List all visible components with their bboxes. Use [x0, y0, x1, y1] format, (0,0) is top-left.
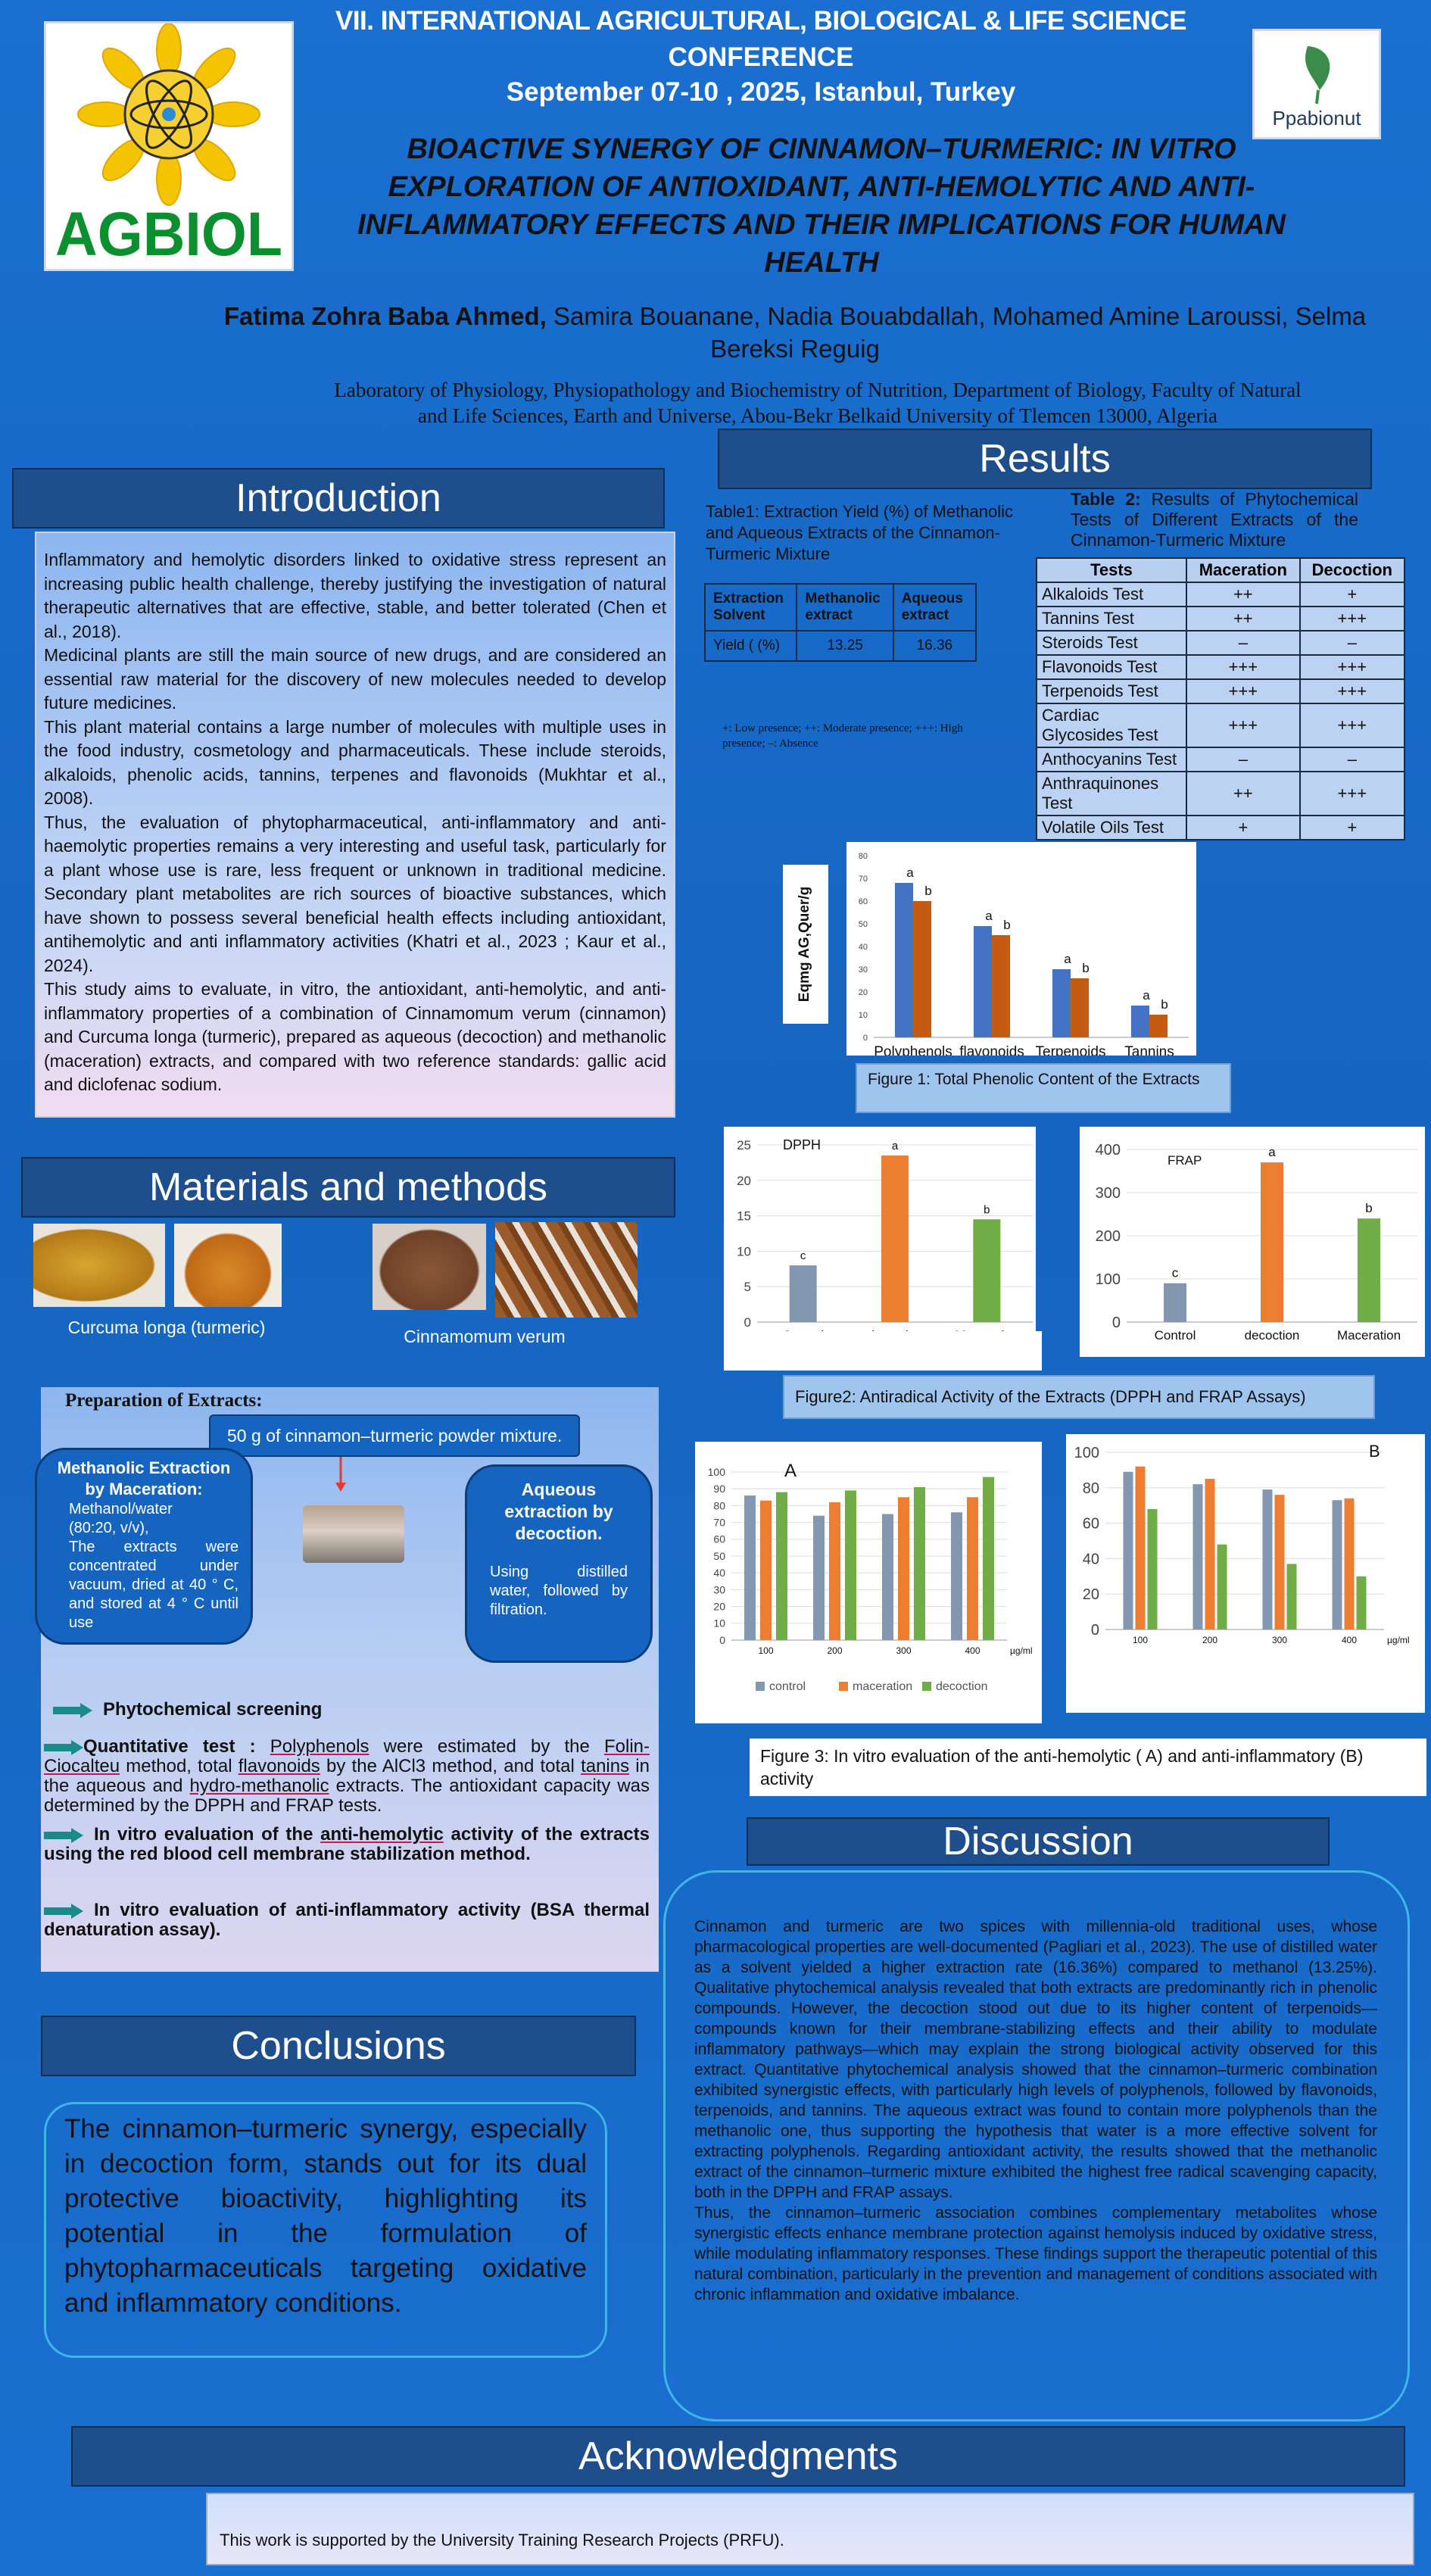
table2-cell: –	[1186, 631, 1300, 655]
legend-label: control	[769, 1680, 806, 1693]
agbiol-logo	[44, 21, 294, 271]
significance-letter: a	[1143, 988, 1150, 1003]
bar	[983, 1477, 994, 1640]
y-tick-label: 60	[1082, 1515, 1099, 1533]
y-tick-label: 50	[858, 919, 868, 929]
ppabionut-logo	[1252, 29, 1381, 139]
table-row	[705, 584, 976, 631]
bar	[1148, 1509, 1158, 1629]
table2-cell: ++	[1186, 582, 1300, 607]
intro-p3: This plant material contains a large number of molecules with multiple uses in the food industry, cosmetology and pharmaceuticals. These include steroids, alkaloids, phenolic acids, tannins, terpenes and flavonoids (Mukhtar et al., 2008).	[44, 716, 666, 808]
table2-cell: Steroids Test	[1037, 631, 1186, 655]
x-tick-label: 300	[896, 1645, 912, 1656]
y-tick-label: 60	[858, 897, 868, 906]
table1-header-0: Extraction Solvent	[705, 584, 797, 631]
bar	[1071, 978, 1089, 1037]
y-tick-label: 0	[862, 1033, 868, 1043]
y-tick-label: 10	[737, 1244, 751, 1259]
discussion-heading: Discussion	[747, 1817, 1330, 1866]
bar	[1205, 1479, 1215, 1629]
bar	[1136, 1467, 1146, 1629]
aqueous-title: Aqueous extraction by decoction.	[504, 1480, 613, 1543]
intro-p4: Thus, the evaluation of phytopharmaceutical, anti-inflammatory and anti-haemolytic properties remains a very interesting and useful task, particularly for a plant whose use is rare, less frequent or unknown in traditional medicine. Secondary plant metabolites are rich sources of bioactive substances, which have shown to possess several beneficial health effects including antioxidant, antihemolytic and anti inflammatory activities (Khatri et al., 2023 ; Kaur et al., 2024).	[44, 812, 666, 975]
significance-letter: b	[1003, 918, 1011, 932]
significance-letter: a	[985, 909, 993, 923]
table2	[1036, 557, 1405, 840]
table2-cell: +	[1300, 582, 1404, 607]
table2-cell: Terpenoids Test	[1037, 679, 1186, 703]
fig3b-chart	[1066, 1434, 1425, 1713]
chart-title: DPPH	[783, 1137, 822, 1152]
step2-b: were estimated by the	[369, 1736, 604, 1757]
bar	[914, 1487, 925, 1640]
table2-cell: +	[1300, 816, 1404, 840]
leaf-icon	[1255, 31, 1379, 137]
bar	[1124, 1472, 1133, 1629]
y-tick-label: 100	[1074, 1445, 1099, 1461]
discussion-p1: Cinnamon and turmeric are two spices with millennia-old traditional uses, whose pharmacological properties are well-documented (Pagliari et al., 2023). The use of distilled water as a solvent yielded a higher extraction rate (16.36%) compared to methanol (13.25%). Qualitative phytochemical analysis revealed that both extracts are predominantly rich in phenolic compounds. However, the decoction stood out due to its higher content of terpenoids—compounds known for their membrane-stabilizing effects and their ability to modulate inflammatory pathways—which may explain the strong biological activity observed for this extract. Quantitative phytochemical analysis showed that the cinnamon–turmeric combination exhibited synergistic effects, with particularly high levels of polyphenols, followed by flavonoids, terpenoids, and tannins. The aqueous extract was found to contain more polyphenols than the methanolic one, thus supporting the hypothesis that water is a more effective solvent for extracting polyphenols. Regarding antioxidant activity, the results showed that the methanolic extract of the cinnamon–turmeric mixture exhibited the highest free radical scavenging capacity, both in the DPPH and FRAP assays.	[694, 1918, 1377, 2201]
table2-cell: –	[1186, 747, 1300, 772]
y-tick-label: 40	[858, 942, 868, 952]
table-row	[1037, 655, 1404, 679]
intro-p2: Medicinal plants are still the main source of new drugs, and are considered an essential raw material for the discovery of new molecules needed to develop future medicines.	[44, 645, 666, 713]
y-tick-label: 90	[713, 1483, 725, 1495]
bar	[1131, 1006, 1149, 1037]
step2-c: Folin-Ciocalteu	[44, 1736, 650, 1776]
conference-dates: September 07-10 , 2025, Istanbul, Turkey	[506, 77, 1016, 107]
chart-title: A	[784, 1461, 797, 1481]
ppabionut-logo-text: Ppabionut	[1272, 107, 1361, 129]
chart-title: FRAP	[1168, 1153, 1202, 1168]
authors	[182, 300, 1408, 365]
discussion-p2: Thus, the cinnamon–turmeric association combines complementary metabolites whose synergistic effects enhance membrane protection against hemolysis induced by oxidative stress, while modulating inflammatory responses. These findings support the therapeutic potential of this natural combination, particularly in the prevention and management of conditions associated with chronic inflammation and oxidative imbalance.	[694, 2204, 1377, 2303]
table2-cell: +++	[1300, 703, 1404, 747]
dpph-label-strip	[724, 1331, 1042, 1371]
x-tick-label: 400	[1341, 1635, 1358, 1645]
y-tick-label: 80	[858, 851, 868, 861]
step2-d: method, total	[120, 1756, 238, 1776]
bar	[881, 1155, 909, 1322]
legend-label: decoction	[936, 1680, 988, 1693]
unit-label: µg/ml	[1010, 1645, 1033, 1656]
acknowledgments-box	[206, 2493, 1414, 2565]
table2-cell: Anthocyanins Test	[1037, 747, 1186, 772]
y-tick-label: 15	[737, 1208, 751, 1224]
y-tick-label: 30	[713, 1583, 725, 1596]
table2-cell: –	[1300, 747, 1404, 772]
x-tick-label: 300	[1271, 1635, 1288, 1645]
table2-cell: ++	[1186, 607, 1300, 631]
bar	[974, 926, 992, 1037]
table-row	[705, 631, 976, 661]
table-row	[1037, 747, 1404, 772]
table2-cell: ++	[1186, 772, 1300, 816]
fig3a-chart	[695, 1442, 1042, 1723]
table2-cell: Volatile Oils Test	[1037, 816, 1186, 840]
bar	[1358, 1218, 1380, 1322]
table2-header-decoction: Decoction	[1300, 558, 1404, 582]
fig1-ylabel-svg	[783, 865, 828, 1024]
legend-label: maceration	[853, 1680, 913, 1693]
table-row	[1037, 772, 1404, 816]
table2-cell: Flavonoids Test	[1037, 655, 1186, 679]
methanolic-title: Methanolic Extraction by Maceration:	[57, 1458, 231, 1499]
bar	[1345, 1499, 1355, 1629]
step-antihemolytic	[44, 1825, 650, 1864]
bar	[882, 1514, 893, 1641]
y-tick-label: 10	[713, 1617, 725, 1629]
significance-letter: a	[1268, 1145, 1276, 1160]
introduction-heading: Introduction	[12, 468, 665, 529]
table2-cell: +++	[1300, 772, 1404, 816]
bar	[1052, 969, 1071, 1037]
significance-letter: c	[800, 1249, 806, 1263]
y-tick-label: 50	[713, 1549, 725, 1562]
y-tick-label: 40	[713, 1567, 725, 1580]
table2-cell: Alkaloids Test	[1037, 582, 1186, 607]
y-tick-label: 40	[1082, 1551, 1099, 1568]
legend-swatch	[922, 1682, 931, 1691]
bar	[790, 1265, 817, 1322]
x-tick-label: 200	[827, 1645, 843, 1656]
table-row	[1037, 816, 1404, 840]
fig1-svg	[846, 842, 1196, 1056]
table-row	[1037, 679, 1404, 703]
methanolic-text2: The extracts were concentrated under vacuum, dried at 40 ° C, and stored at 4 ° C until use	[69, 1539, 238, 1631]
y-tick-label: 20	[737, 1173, 751, 1188]
table2-cell: +++	[1300, 607, 1404, 631]
step2-j: extracts. The antioxidant capacity was determined by the DPPH and FRAP tests.	[44, 1776, 650, 1816]
bar	[913, 901, 931, 1037]
step2-h: in the aqueous and	[44, 1756, 650, 1796]
bar	[760, 1501, 772, 1640]
significance-letter: a	[906, 865, 914, 880]
step4-text: In vitro evaluation of anti-inflammatory activity (BSA thermal denaturation assay).	[44, 1900, 650, 1940]
scale-image	[303, 1505, 404, 1563]
bar	[1333, 1500, 1342, 1629]
frap-svg	[1080, 1127, 1425, 1357]
fig1-ylabel: Eqmg AG,Quer/g	[797, 886, 812, 1003]
table2-header-tests: Tests	[1037, 558, 1186, 582]
aqueous-text: Using distilled water, followed by filtration.	[490, 1564, 628, 1618]
table-row	[1037, 631, 1404, 655]
significance-letter: b	[1161, 997, 1168, 1012]
y-tick-label: 300	[1095, 1185, 1121, 1202]
acknowledgments-heading: Acknowledgments	[71, 2426, 1405, 2487]
unit-label: µg/ml	[1387, 1635, 1410, 1645]
step2-a: Polyphenols	[270, 1736, 369, 1757]
y-tick-label: 80	[713, 1499, 725, 1512]
x-tick-label: Control	[1154, 1328, 1196, 1343]
table2-cell: +++	[1186, 679, 1300, 703]
y-tick-label: 30	[858, 965, 868, 975]
table1-caption: Table1: Extraction Yield (%) of Methanolic and Aqueous Extracts of the Cinnamon-Turmeric Mixture	[706, 502, 1013, 563]
y-tick-label: 20	[713, 1600, 725, 1613]
y-tick-label: 0	[744, 1315, 751, 1330]
x-tick-label: Polyphenols	[874, 1044, 952, 1056]
legend-swatch	[756, 1682, 765, 1691]
intro-p5: This study aims to evaluate, in vitro, the antioxidant, anti-hemolytic, and anti-inflammatory properties of a combination of Cinnamomum verum (cinnamon) and Curcuma longa (turmeric), prepared as aqueous (decoction) and methanolic (maceration) extracts, and compared with two reference standards: gallic acid and diclofenac sodium.	[44, 979, 666, 1094]
fig3b-svg	[1066, 1434, 1425, 1713]
x-tick-label: decoction	[1244, 1328, 1300, 1343]
bar	[1149, 1015, 1168, 1037]
table1-cell-0: Yield ( (%)	[705, 631, 797, 661]
lead-author: Fatima Zohra Baba Ahmed,	[223, 302, 547, 330]
agbiol-logo-text: AGBIOL	[55, 200, 282, 269]
affiliation: Laboratory of Physiology, Physiopathology and Biochemistry of Nutrition, Department of Biology, Faculty of Natural and Life Sciences, Earth and Universe, Abou-Bekr Belkaid University of Tlemcen 13000, Algeria	[334, 379, 1302, 427]
y-tick-label: 70	[713, 1516, 725, 1529]
step2-f: by the AlCl3 method, and total	[320, 1756, 581, 1776]
y-tick-label: 100	[1095, 1271, 1121, 1288]
y-tick-label: 80	[1082, 1480, 1099, 1497]
frap-chart	[1080, 1127, 1425, 1357]
table1	[704, 583, 977, 662]
fig1-caption: Figure 1: Total Phenolic Content of the Extracts	[856, 1063, 1231, 1113]
table2-caption-bold: Table 2:	[1071, 489, 1141, 509]
introduction-panel	[35, 532, 675, 1118]
bar	[967, 1497, 978, 1640]
step2-g: tanins	[581, 1756, 630, 1776]
bar	[829, 1502, 840, 1640]
y-tick-label: 10	[858, 1010, 868, 1020]
cinnamon-label: Cinnamomum verum	[404, 1327, 566, 1346]
bar	[895, 883, 913, 1037]
x-tick-label: Tannins	[1124, 1044, 1174, 1056]
conclusions-heading: Conclusions	[41, 2016, 636, 2076]
table2-cell: Anthraquinones Test	[1037, 772, 1186, 816]
table2-cell: +++	[1300, 679, 1404, 703]
table2-cell: Tannins Test	[1037, 607, 1186, 631]
table2-cell: +++	[1186, 703, 1300, 747]
table-row	[1037, 582, 1404, 607]
mixture-box: 50 g of cinnamon–turmeric powder mixture.	[209, 1414, 580, 1457]
bar	[1275, 1495, 1285, 1629]
methanolic-box	[35, 1448, 253, 1645]
y-tick-label: 70	[858, 874, 868, 884]
cinnamon-powder-image	[373, 1224, 486, 1310]
y-tick-label: 20	[1082, 1586, 1099, 1604]
table1-header-1: Methanolic extract	[797, 584, 893, 631]
teal-arrow-icon	[44, 1828, 83, 1843]
bar	[744, 1495, 756, 1640]
teal-arrow-icon	[53, 1703, 92, 1718]
teal-arrow-icon	[44, 1740, 83, 1755]
table2-cell: +	[1186, 816, 1300, 840]
table2-cell: –	[1300, 631, 1404, 655]
x-tick-label: flavonoids	[959, 1044, 1024, 1056]
table-row	[1037, 703, 1404, 747]
fig3a-svg	[695, 1442, 1042, 1723]
turmeric-image-2	[174, 1224, 282, 1307]
table2-cell: +++	[1186, 655, 1300, 679]
bar	[992, 935, 1010, 1037]
discussion-box	[663, 1870, 1410, 2422]
step3-b: anti-hemolytic	[320, 1824, 444, 1845]
bar	[776, 1492, 787, 1640]
turmeric-image-1	[33, 1224, 165, 1307]
y-tick-label: 400	[1095, 1142, 1121, 1159]
step3-c: activity of the extracts using the red blood cell membrane stabilization method.	[44, 1824, 650, 1864]
results-heading: Results	[718, 429, 1372, 489]
prep-title: Preparation of Extracts:	[65, 1390, 263, 1411]
x-tick-label: 100	[1132, 1635, 1149, 1645]
significance-letter: a	[891, 1140, 899, 1153]
x-tick-label: Terpenoids	[1035, 1044, 1106, 1056]
bar	[1261, 1162, 1283, 1322]
fig3-caption: Figure 3: In vitro evaluation of the anti-hemolytic ( A) and anti-inflammatory (B) activity	[750, 1739, 1426, 1796]
significance-letter: c	[1171, 1265, 1179, 1280]
step1-text: Phytochemical screening	[103, 1699, 323, 1720]
step3-a: In vitro evaluation of the	[94, 1824, 321, 1845]
step-phytochemical	[53, 1699, 644, 1720]
x-tick-label: 100	[758, 1645, 774, 1656]
y-tick-label: 0	[1111, 1315, 1121, 1331]
bar	[1164, 1283, 1186, 1322]
teal-arrow-icon	[44, 1904, 83, 1919]
materials-heading: Materials and methods	[21, 1157, 675, 1218]
cinnamon-sticks-image	[495, 1222, 638, 1318]
significance-letter: a	[1064, 952, 1071, 966]
bar	[813, 1516, 825, 1640]
step-antiinflammatory	[44, 1901, 650, 1940]
arrow-down-icon	[333, 1457, 348, 1493]
fig2-caption: Figure2: Antiradical Activity of the Extracts (DPPH and FRAP Assays)	[783, 1375, 1375, 1419]
table2-caption	[1071, 489, 1358, 550]
bar	[951, 1512, 962, 1640]
y-tick-label: 25	[737, 1137, 751, 1152]
poster-title: BIOACTIVE SYNERGY OF CINNAMON–TURMERIC: IN VITRO EXPLORATION OF ANTIOXIDANT, ANTI-HEMOLYTIC AND ANTI-INFLAMMATORY EFFECTS AND THEIR IMPLICATIONS FOR HUMAN HEALTH	[357, 133, 1286, 279]
step2-label: Quantitative test :	[83, 1736, 270, 1757]
chart-title: B	[1369, 1442, 1380, 1461]
table2-cell: Cardiac Glycosides Test	[1037, 703, 1186, 747]
table2-cell: +++	[1300, 655, 1404, 679]
table-row	[1037, 607, 1404, 631]
turmeric-label: Curcuma longa (turmeric)	[67, 1318, 266, 1337]
acknowledgments-text: This work is supported by the University Training Research Projects (PRFU).	[220, 2531, 784, 2549]
aqueous-box	[465, 1464, 653, 1663]
bar	[898, 1497, 909, 1640]
y-tick-label: 60	[713, 1533, 725, 1545]
table-row	[1037, 558, 1404, 582]
table2-header-maceration: Maceration	[1186, 558, 1300, 582]
bar	[1193, 1484, 1203, 1629]
significance-letter: b	[924, 884, 932, 898]
significance-letter: b	[1082, 961, 1090, 975]
y-tick-label: 200	[1095, 1228, 1121, 1245]
conference-line2: CONFERENCE	[668, 42, 854, 72]
y-tick-label: 0	[719, 1633, 725, 1646]
y-tick-label: 5	[744, 1280, 751, 1295]
other-authors: Samira Bouanane, Nadia Bouabdallah, Mohamed Amine Laroussi, Selma Bereksi Reguig	[546, 302, 1367, 363]
bar	[1217, 1545, 1227, 1629]
bar	[973, 1219, 1000, 1322]
methanolic-text1: Methanol/water (80:20, v/v),	[69, 1501, 173, 1536]
table1-note: +: Low presence; ++: Moderate presence; +++: High presence; –: Absence	[722, 722, 963, 750]
sunflower-icon	[46, 23, 292, 269]
x-tick-label: 400	[965, 1645, 980, 1656]
bar	[845, 1490, 856, 1640]
y-tick-label: 20	[858, 987, 868, 997]
step2-e: flavonoids	[238, 1756, 320, 1776]
bar	[1287, 1564, 1297, 1629]
conclusions-text: The cinnamon–turmeric synergy, especially in decoction form, stands out for its dual protective bioactivity, highlighting its potential in the formulation of phytopharmaceuticals targeting oxidative and inflammatory conditions.	[64, 2114, 587, 2318]
bar	[1357, 1576, 1367, 1629]
table1-header-2: Aqueous extract	[893, 584, 976, 631]
significance-letter: b	[984, 1203, 990, 1217]
x-tick-label: 200	[1202, 1635, 1218, 1645]
y-tick-label: 0	[1090, 1622, 1099, 1639]
intro-p1: Inflammatory and hemolytic disorders linked to oxidative stress represent an increasing public health challenge, thereby justifying the investigation of natural therapeutic alternatives that are effective, stable, and better tolerated (Chen et al., 2018).	[44, 550, 666, 641]
conclusions-box	[44, 2102, 607, 2358]
step-quantitative	[44, 1737, 650, 1816]
y-tick-label: 100	[707, 1465, 725, 1478]
legend-swatch	[839, 1682, 848, 1691]
table1-cell-1: 13.25	[797, 631, 893, 661]
table2-caption-text: Results of Phytochemical Tests of Different Extracts of the Cinnamon-Turmeric Mixture	[1071, 489, 1358, 550]
step2-i: hydro-methanolic	[189, 1776, 329, 1796]
fig1-chart	[846, 842, 1196, 1056]
bar	[1263, 1489, 1273, 1629]
x-tick-label: Maceration	[1336, 1328, 1401, 1343]
table1-cell-2: 16.36	[893, 631, 976, 661]
significance-letter: b	[1365, 1201, 1373, 1216]
conference-line1: VII. INTERNATIONAL AGRICULTURAL, BIOLOGICAL & LIFE SCIENCE	[335, 6, 1187, 36]
